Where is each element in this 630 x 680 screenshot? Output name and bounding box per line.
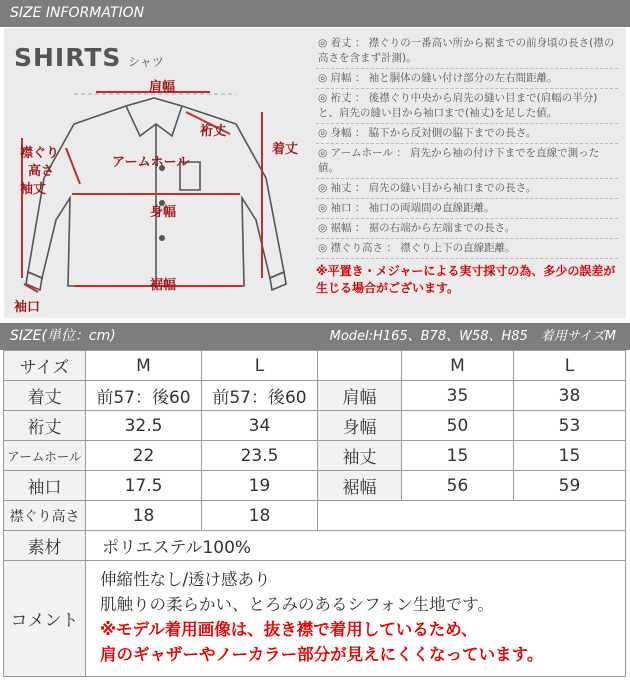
measurement-legend (316, 34, 618, 297)
cell-m: 17.5 (86, 471, 202, 501)
cell-m: 22 (86, 441, 202, 471)
cell-m: 32.5 (86, 411, 202, 441)
size-bar (0, 323, 630, 350)
legend-item-katahaba: ◎ 肩幅 ： 袖と胴体の縫い付け部分の左右間距離。 (316, 69, 618, 89)
table-row (4, 501, 626, 531)
row-label: 身幅 (318, 411, 402, 441)
label-armhole: アームホール (112, 155, 190, 170)
row-label: 袖口 (4, 471, 86, 501)
label-erikuri-2: 高さ (28, 164, 55, 179)
label-mihaba: 身幅 (150, 205, 177, 220)
shirts-subtitle: シャツ (128, 55, 164, 69)
legend-item-yuki: ◎ 裄丈 ： 後襟ぐり中央から肩先の縫い目まで(肩幅の半分)と、肩先の縫い目から袖口まで(袖丈)を足した値。 (316, 89, 618, 124)
comment-line: 伸縮性なし/透け感あり (100, 570, 271, 589)
row-label: 裾幅 (318, 471, 402, 501)
legend-item-sodetake: ◎ 袖丈 ： 肩先の縫い目から袖口までの長さ。 (316, 179, 618, 199)
label-kitake: 着丈 (272, 142, 299, 157)
label-sodetake: 袖丈 (20, 182, 47, 197)
cell-l: 38 (514, 381, 626, 411)
model-info: Model:H165、B78、W58、H85 着用サイズM (329, 329, 616, 344)
table-row (4, 471, 626, 501)
spacer-cell (318, 351, 402, 381)
size-header: サイズ (4, 351, 86, 381)
row-label: 裄丈 (4, 411, 86, 441)
size-unit-label: SIZE(単位：cm) (10, 328, 116, 344)
cell-l: 59 (514, 471, 626, 501)
col-l-header: L (202, 351, 318, 381)
comment-label: コメント (4, 561, 86, 677)
cell-l: 23.5 (202, 441, 318, 471)
table-row (4, 561, 626, 677)
cell-m: 56 (402, 471, 514, 501)
cell-m: 50 (402, 411, 514, 441)
cell-m: 35 (402, 381, 514, 411)
header-title: SIZE INFORMATION (10, 5, 145, 21)
label-susohaba: 裾幅 (150, 278, 177, 293)
cell-m: 18 (86, 501, 202, 531)
measurement-warning: ※平置き・メジャーによる実寸採寸の為、多少の誤差が生じる場合がございます。 (316, 264, 616, 295)
legend-item-mihaba: ◎ 身幅 ： 脇下から反対側の脇下までの長さ。 (316, 124, 618, 144)
info-panel (4, 28, 626, 318)
col-l-header-right: L (514, 351, 626, 381)
col-m-header-right: M (402, 351, 514, 381)
cell-l: 15 (514, 441, 626, 471)
table-row (4, 351, 626, 381)
row-label: 袖丈 (318, 441, 402, 471)
comment-warning-line: 肩のギャザーやノーカラー部分が見えにくくなっています。 (100, 645, 544, 664)
legend-item-armhole: ◎ アームホール ： 肩先から袖の付け下までを直線で測った値。 (316, 144, 618, 179)
comment-value (86, 561, 626, 677)
cell-l: 18 (202, 501, 318, 531)
comment-warning-line: ※モデル着用画像は、抜き襟で着用しているため、 (100, 620, 478, 639)
table-row (4, 381, 626, 411)
cell-l: 前57：後60 (202, 381, 318, 411)
material-label: 素材 (4, 531, 86, 561)
material-value: ポリエステル100% (86, 531, 626, 561)
empty-cell (318, 501, 626, 531)
table-row (4, 411, 626, 441)
cell-l: 19 (202, 471, 318, 501)
label-yuki: 裄丈 (200, 124, 227, 139)
label-katahaba: 肩幅 (149, 80, 176, 95)
cell-l: 34 (202, 411, 318, 441)
legend-item-sodeguchi: ◎ 袖口 ： 袖口の両端間の直線距離。 (316, 199, 618, 219)
col-m-header: M (86, 351, 202, 381)
cell-m: 前57：後60 (86, 381, 202, 411)
size-information-header (0, 0, 630, 27)
label-erikuri-1: 襟ぐり (20, 146, 60, 161)
legend-item-susohaba: ◎ 裾幅 ： 裾の右端から左端までの長さ。 (316, 219, 618, 239)
cell-l: 53 (514, 411, 626, 441)
label-sodeguchi: 袖口 (14, 300, 41, 315)
legend-item-erikuri: ◎ 襟ぐり高さ ： 襟ぐり上下の直線距離。 (316, 239, 618, 259)
row-label: 肩幅 (318, 381, 402, 411)
table-row (4, 441, 626, 471)
row-label: 着丈 (4, 381, 86, 411)
shirts-title: SHIRTS (14, 43, 122, 72)
comment-line: 肌触りの柔らかい、とろみのあるシフォン生地です。 (100, 595, 494, 614)
size-table (3, 350, 626, 677)
cell-m: 15 (402, 441, 514, 471)
table-row (4, 531, 626, 561)
row-label: アームホール (4, 441, 86, 471)
legend-item-kitake: ◎ 着丈 ： 襟ぐりの一番高い所から裾までの前身頃の長さ(襟の高さを含まず計測)。 (316, 34, 618, 69)
row-label: 襟ぐり高さ (4, 501, 86, 531)
